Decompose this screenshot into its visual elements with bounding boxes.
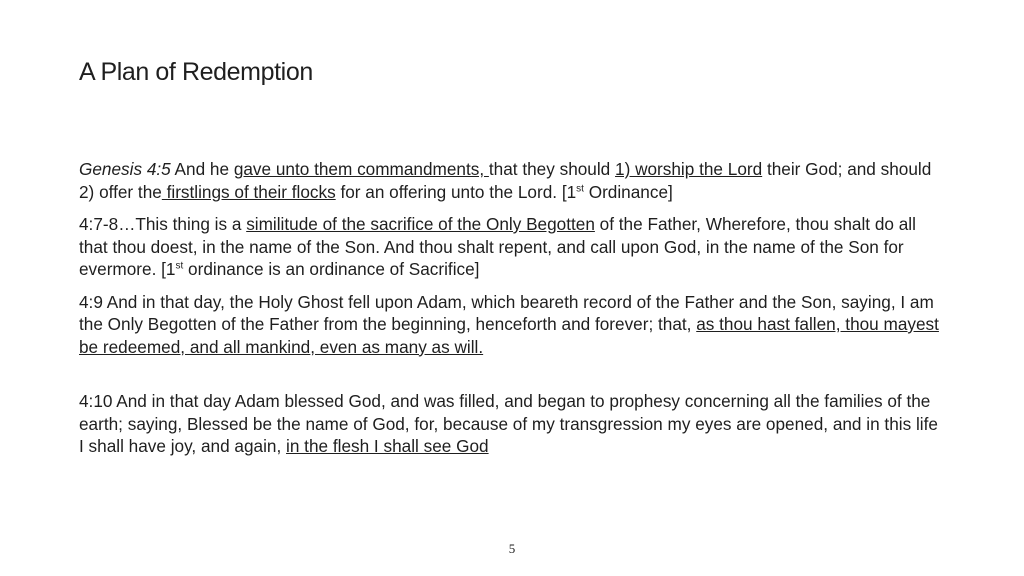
underlined-phrase: as thou hast fallen, thou mayest be redeemed, and all mankind <box>79 314 939 357</box>
ordinance-note <box>161 259 479 279</box>
ordinance-text: Ordinance] <box>583 181 673 202</box>
text-run: …This thing is a <box>118 214 247 234</box>
ordinal-superscript: st <box>175 260 184 272</box>
text-run: , <box>696 236 706 257</box>
scripture-reference: 4:9 <box>79 291 103 312</box>
text-run: , and <box>547 236 591 257</box>
emphasis-phrase: thou shalt repent <box>419 236 548 257</box>
paragraph-genesis-4-5 <box>79 158 941 203</box>
paragraph-4-7-8 <box>79 213 941 281</box>
text-run: . <box>151 259 162 279</box>
text-run: And in that day Adam blessed God, and was filled, and began to prophesy concerning all the families of the earth; saying, Blessed be the name of God, for, because of my transgression my eyes are opened, <box>79 391 931 434</box>
scripture-reference: 4:7-8 <box>79 214 119 234</box>
ordinal-superscript: st <box>576 182 584 194</box>
emphasis-phrase: and in this life I shall have joy, and again, <box>79 413 938 456</box>
paragraph-4-10 <box>79 390 941 458</box>
emphasis-phrase: 2) <box>79 181 95 202</box>
underlined-phrase: similitude of the sacrifice of the Only Begotten <box>246 214 595 234</box>
text-run: offer the <box>94 181 162 202</box>
text-run: And he <box>170 159 234 179</box>
ordinance-text: ordinance is an ordinance of Sacrifice] <box>183 259 480 279</box>
ordinance-text: [1 <box>561 181 577 202</box>
ordinance-text: [1 <box>161 259 176 279</box>
text-run: for an offering unto the Lord. <box>335 181 562 202</box>
underlined-phrase: , even as many as will. <box>310 336 484 357</box>
emphasis-phrase: in the name of the Son for evermore <box>79 236 904 279</box>
paragraph-4-9 <box>79 291 941 359</box>
slide-title: A Plan of Redemption <box>79 58 313 86</box>
underlined-phrase: gave unto them commandments, <box>233 159 489 179</box>
text-run: that they should <box>488 159 616 179</box>
underlined-phrase: 1) worship the Lord <box>615 159 763 179</box>
emphasis-phrase: call upon God <box>590 236 697 257</box>
underlined-phrase: firstlings of their flocks <box>161 181 336 202</box>
ordinance-note <box>562 182 673 202</box>
scripture-reference: 4:10 <box>79 391 113 411</box>
text-run: their God; and should <box>762 159 932 179</box>
text-run: of the Father, Wherefore, thou shalt do all that thou doest, in the name of the Son. And <box>79 214 916 257</box>
underlined-phrase: in the flesh I shall see God <box>286 436 489 456</box>
text-run: And in that day, the Holy Ghost fell upon Adam, which beareth record of the Father and the Son, saying, I am the Only Begotten of the Father from the beginning, henceforth and forever; that, <box>79 291 934 334</box>
slide-body <box>79 158 941 458</box>
scripture-reference: Genesis 4:5 <box>79 159 171 179</box>
page-number: 5 <box>508 541 516 556</box>
